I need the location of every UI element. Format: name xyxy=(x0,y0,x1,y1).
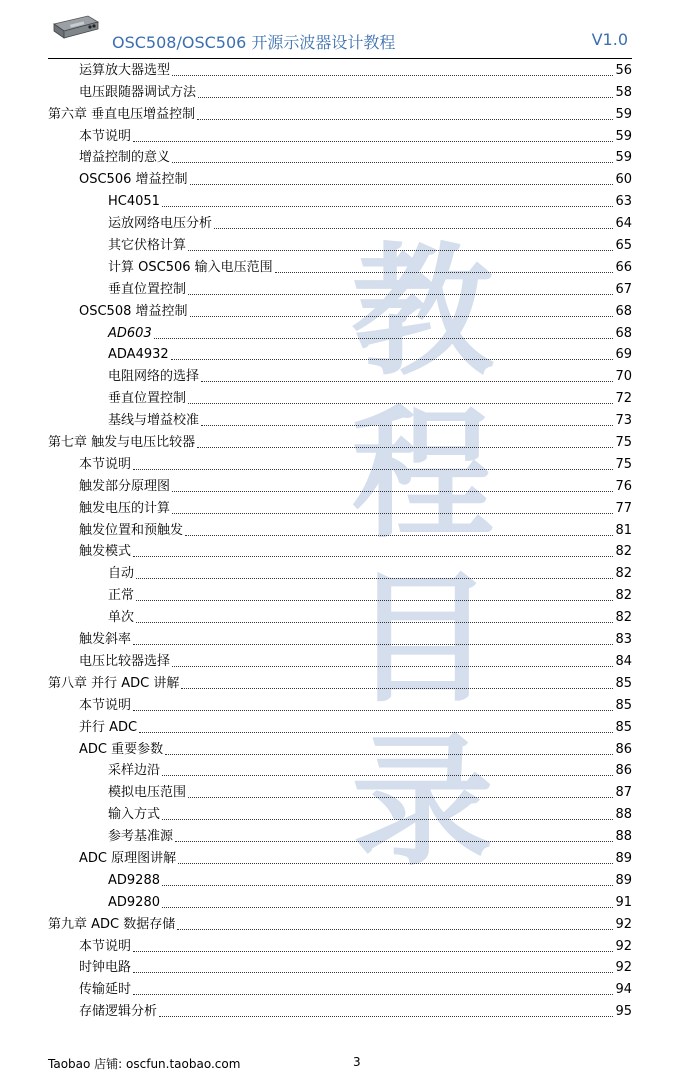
toc-entry-page: 82 xyxy=(615,544,632,560)
toc-entry-title: HC4051 xyxy=(108,194,160,210)
toc-entry-title: 基线与增益校准 xyxy=(108,413,200,429)
toc-entry-title: OSC508 增益控制 xyxy=(79,303,188,319)
toc-entry[interactable] xyxy=(48,495,632,517)
toc-entry[interactable] xyxy=(48,473,632,495)
toc-entry[interactable] xyxy=(48,889,632,911)
toc-entry-title: AD9280 xyxy=(108,894,160,910)
toc-entry[interactable] xyxy=(48,145,632,167)
toc-entry-title: 本节说明 xyxy=(79,456,132,472)
toc-dot-leader xyxy=(133,971,613,973)
toc-entry-page: 76 xyxy=(615,478,632,494)
document-version: V1.0 xyxy=(591,30,628,49)
toc-entry-title: 正常 xyxy=(108,588,135,604)
toc-dot-leader xyxy=(188,249,613,251)
toc-dot-leader xyxy=(190,315,614,317)
toc-entry-page: 59 xyxy=(615,106,632,122)
toc-entry-title: 本节说明 xyxy=(79,697,132,713)
toc-entry-title: 电压比较器选择 xyxy=(79,653,171,669)
toc-dot-leader xyxy=(197,446,613,448)
toc-entry-page: 86 xyxy=(615,763,632,779)
toc-dot-leader xyxy=(133,140,613,142)
toc-dot-leader xyxy=(133,468,613,470)
document-title: OSC508/OSC506 开源示波器设计教程 xyxy=(112,33,396,52)
toc-entry[interactable] xyxy=(48,758,632,780)
toc-entry-title: 垂直位置控制 xyxy=(108,281,187,297)
toc-entry-title: 触发斜率 xyxy=(79,632,132,648)
toc-dot-leader xyxy=(133,950,613,952)
toc-entry-page: 92 xyxy=(615,938,632,954)
toc-dot-leader xyxy=(133,555,613,557)
toc-entry-title: 其它伏格计算 xyxy=(108,238,187,254)
toc-entry-page: 92 xyxy=(615,916,632,932)
toc-entry-page: 88 xyxy=(615,829,632,845)
toc-entry[interactable] xyxy=(48,736,632,758)
toc-dot-leader xyxy=(136,577,613,579)
toc-dot-leader xyxy=(181,687,613,689)
toc-entry-page: 86 xyxy=(615,741,632,757)
oscilloscope-device-icon xyxy=(50,14,100,44)
toc-entry[interactable] xyxy=(48,779,632,801)
toc-entry[interactable] xyxy=(48,166,632,188)
toc-entry-page: 68 xyxy=(615,325,632,341)
toc-dot-leader xyxy=(172,512,613,514)
toc-entry[interactable] xyxy=(48,342,632,364)
toc-entry-page: 68 xyxy=(615,303,632,319)
toc-dot-leader xyxy=(188,402,613,404)
toc-entry-page: 75 xyxy=(615,456,632,472)
toc-dot-leader xyxy=(172,161,613,163)
toc-entry[interactable] xyxy=(48,232,632,254)
watermark-char: 教 xyxy=(351,230,494,395)
toc-dot-leader xyxy=(201,380,613,382)
toc-entry-page: 69 xyxy=(615,347,632,363)
toc-dot-leader xyxy=(188,796,613,798)
toc-entry[interactable] xyxy=(48,539,632,561)
toc-entry[interactable] xyxy=(48,801,632,823)
toc-entry-page: 58 xyxy=(615,84,632,100)
toc-entry-title: 自动 xyxy=(108,566,135,582)
toc-entry[interactable] xyxy=(48,933,632,955)
toc-entry-page: 63 xyxy=(615,194,632,210)
toc-entry[interactable] xyxy=(48,363,632,385)
toc-entry[interactable] xyxy=(48,604,632,626)
toc-entry[interactable] xyxy=(48,254,632,276)
toc-entry-title: 第九章 ADC 数据存储 xyxy=(48,916,176,932)
toc-entry-title: 运算放大器选型 xyxy=(79,62,171,78)
toc-dot-leader xyxy=(133,709,613,711)
toc-dot-leader xyxy=(139,731,613,733)
toc-dot-leader xyxy=(162,205,614,207)
toc-dot-leader xyxy=(188,293,613,295)
watermark-char: 程 xyxy=(351,393,494,559)
toc-entry[interactable] xyxy=(48,210,632,232)
toc-entry-title: 模拟电压范围 xyxy=(108,785,187,801)
toc-entry-page: 85 xyxy=(615,719,632,735)
toc-entry-page: 82 xyxy=(615,588,632,604)
toc-entry-title: 触发位置和预触发 xyxy=(79,522,184,538)
toc-entry[interactable] xyxy=(48,320,632,342)
watermark-char: 录 xyxy=(351,719,494,885)
toc-entry[interactable] xyxy=(48,451,632,473)
toc-entry-page: 73 xyxy=(615,413,632,429)
toc-dot-leader xyxy=(172,74,613,76)
toc-entry-title: 电压跟随器调试方法 xyxy=(79,84,197,100)
toc-entry-title: 运放网络电压分析 xyxy=(108,216,213,232)
watermark-char: 目 xyxy=(351,556,494,722)
toc-entry-title: 时钟电路 xyxy=(79,960,132,976)
toc-entry[interactable] xyxy=(48,911,632,933)
toc-entry-page: 88 xyxy=(615,807,632,823)
toc-entry-title: 输入方式 xyxy=(108,807,161,823)
toc-dot-leader xyxy=(175,840,613,842)
toc-dot-leader xyxy=(172,665,613,667)
toc-dot-leader xyxy=(154,337,614,339)
toc-entry-title: 第七章 触发与电压比较器 xyxy=(48,435,196,451)
toc-entry[interactable] xyxy=(48,188,632,210)
toc-entry[interactable] xyxy=(48,79,632,101)
toc-entry-title: 电阻网络的选择 xyxy=(108,369,200,385)
toc-dot-leader xyxy=(214,227,613,229)
toc-entry[interactable] xyxy=(48,845,632,867)
footer-shop: Taobao 店铺: oscfun.taobao.com xyxy=(48,1057,241,1071)
toc-entry-page: 81 xyxy=(615,522,632,538)
toc-entry-page: 87 xyxy=(615,785,632,801)
toc-entry-page: 84 xyxy=(615,653,632,669)
toc-entry[interactable] xyxy=(48,714,632,736)
toc-entry-page: 70 xyxy=(615,369,632,385)
toc-entry-page: 89 xyxy=(615,872,632,888)
toc-dot-leader xyxy=(133,643,613,645)
toc-entry-title: ADA4932 xyxy=(108,347,169,363)
toc-entry-page: 56 xyxy=(615,62,632,78)
toc-entry-page: 66 xyxy=(615,259,632,275)
toc-entry-page: 91 xyxy=(615,894,632,910)
toc-entry[interactable] xyxy=(48,626,632,648)
toc-dot-leader xyxy=(201,424,613,426)
toc-entry-title: 第六章 垂直电压增益控制 xyxy=(48,106,196,122)
footer-page-number: 3 xyxy=(353,1055,361,1069)
toc-entry[interactable] xyxy=(48,955,632,977)
table-of-contents xyxy=(48,57,632,1020)
toc-entry[interactable] xyxy=(48,101,632,123)
toc-entry-title: 第八章 并行 ADC 讲解 xyxy=(48,675,180,691)
toc-entry[interactable] xyxy=(48,57,632,79)
toc-entry-title: 单次 xyxy=(108,610,135,626)
toc-entry[interactable] xyxy=(48,582,632,604)
toc-entry[interactable] xyxy=(48,976,632,998)
toc-entry-page: 59 xyxy=(615,128,632,144)
toc-entry-title: 采样边沿 xyxy=(108,763,161,779)
toc-entry[interactable] xyxy=(48,560,632,582)
toc-dot-leader xyxy=(133,993,613,995)
toc-dot-leader xyxy=(197,118,613,120)
toc-entry-page: 85 xyxy=(615,675,632,691)
toc-entry-title: 增益控制的意义 xyxy=(79,150,171,166)
toc-entry[interactable] xyxy=(48,998,632,1020)
toc-entry-page: 95 xyxy=(615,1004,632,1020)
toc-dot-leader xyxy=(136,599,613,601)
toc-entry-page: 64 xyxy=(615,216,632,232)
toc-entry-page: 82 xyxy=(615,610,632,626)
toc-entry[interactable] xyxy=(48,517,632,539)
toc-entry[interactable] xyxy=(48,823,632,845)
toc-dot-leader xyxy=(162,818,613,820)
toc-entry-page: 72 xyxy=(615,391,632,407)
toc-entry[interactable] xyxy=(48,670,632,692)
toc-entry-title: 传输延时 xyxy=(79,982,132,998)
toc-entry-title: 存储逻辑分析 xyxy=(79,1004,158,1020)
toc-entry[interactable] xyxy=(48,648,632,670)
toc-entry-title: 计算 OSC506 输入电压范围 xyxy=(108,259,273,275)
toc-dot-leader xyxy=(198,96,613,98)
toc-entry-title: ADC 重要参数 xyxy=(79,741,164,757)
toc-dot-leader xyxy=(190,183,614,185)
toc-entry-page: 92 xyxy=(615,960,632,976)
toc-entry-title: 并行 ADC xyxy=(79,719,138,735)
toc-entry-title: AD9288 xyxy=(108,872,160,888)
toc-dot-leader xyxy=(178,862,613,864)
toc-dot-leader xyxy=(136,621,613,623)
toc-entry-page: 83 xyxy=(615,632,632,648)
toc-entry[interactable] xyxy=(48,867,632,889)
toc-entry-page: 85 xyxy=(615,697,632,713)
toc-entry-page: 65 xyxy=(615,238,632,254)
toc-dot-leader xyxy=(185,534,613,536)
toc-dot-leader xyxy=(172,490,613,492)
toc-entry-title: OSC506 增益控制 xyxy=(79,172,188,188)
toc-dot-leader xyxy=(275,271,614,273)
toc-entry[interactable] xyxy=(48,407,632,429)
toc-entry-page: 94 xyxy=(615,982,632,998)
toc-entry[interactable] xyxy=(48,385,632,407)
toc-dot-leader xyxy=(162,774,613,776)
toc-entry-page: 89 xyxy=(615,850,632,866)
toc-dot-leader xyxy=(159,1015,613,1017)
toc-entry-page: 67 xyxy=(615,281,632,297)
toc-entry[interactable] xyxy=(48,429,632,451)
toc-entry[interactable] xyxy=(48,298,632,320)
toc-entry-title: ADC 原理图讲解 xyxy=(79,850,177,866)
toc-entry-page: 82 xyxy=(615,566,632,582)
toc-entry-title: 触发模式 xyxy=(79,544,132,560)
toc-dot-leader xyxy=(177,928,613,930)
toc-entry[interactable] xyxy=(48,692,632,714)
toc-entry-title: AD603 xyxy=(108,325,152,341)
toc-entry[interactable] xyxy=(48,276,632,298)
page-header xyxy=(48,14,632,59)
toc-entry-page: 60 xyxy=(615,172,632,188)
toc-entry-page: 59 xyxy=(615,150,632,166)
toc-entry-title: 触发电压的计算 xyxy=(79,500,171,516)
toc-dot-leader xyxy=(171,358,614,360)
toc-entry-title: 本节说明 xyxy=(79,938,132,954)
toc-dot-leader xyxy=(165,753,613,755)
toc-entry[interactable] xyxy=(48,123,632,145)
toc-entry-title: 垂直位置控制 xyxy=(108,391,187,407)
toc-dot-leader xyxy=(162,884,613,886)
toc-dot-leader xyxy=(162,906,613,908)
toc-entry-title: 本节说明 xyxy=(79,128,132,144)
toc-entry-page: 77 xyxy=(615,500,632,516)
toc-entry-title: 触发部分原理图 xyxy=(79,478,171,494)
toc-entry-page: 75 xyxy=(615,435,632,451)
toc-entry-title: 参考基准源 xyxy=(108,829,174,845)
